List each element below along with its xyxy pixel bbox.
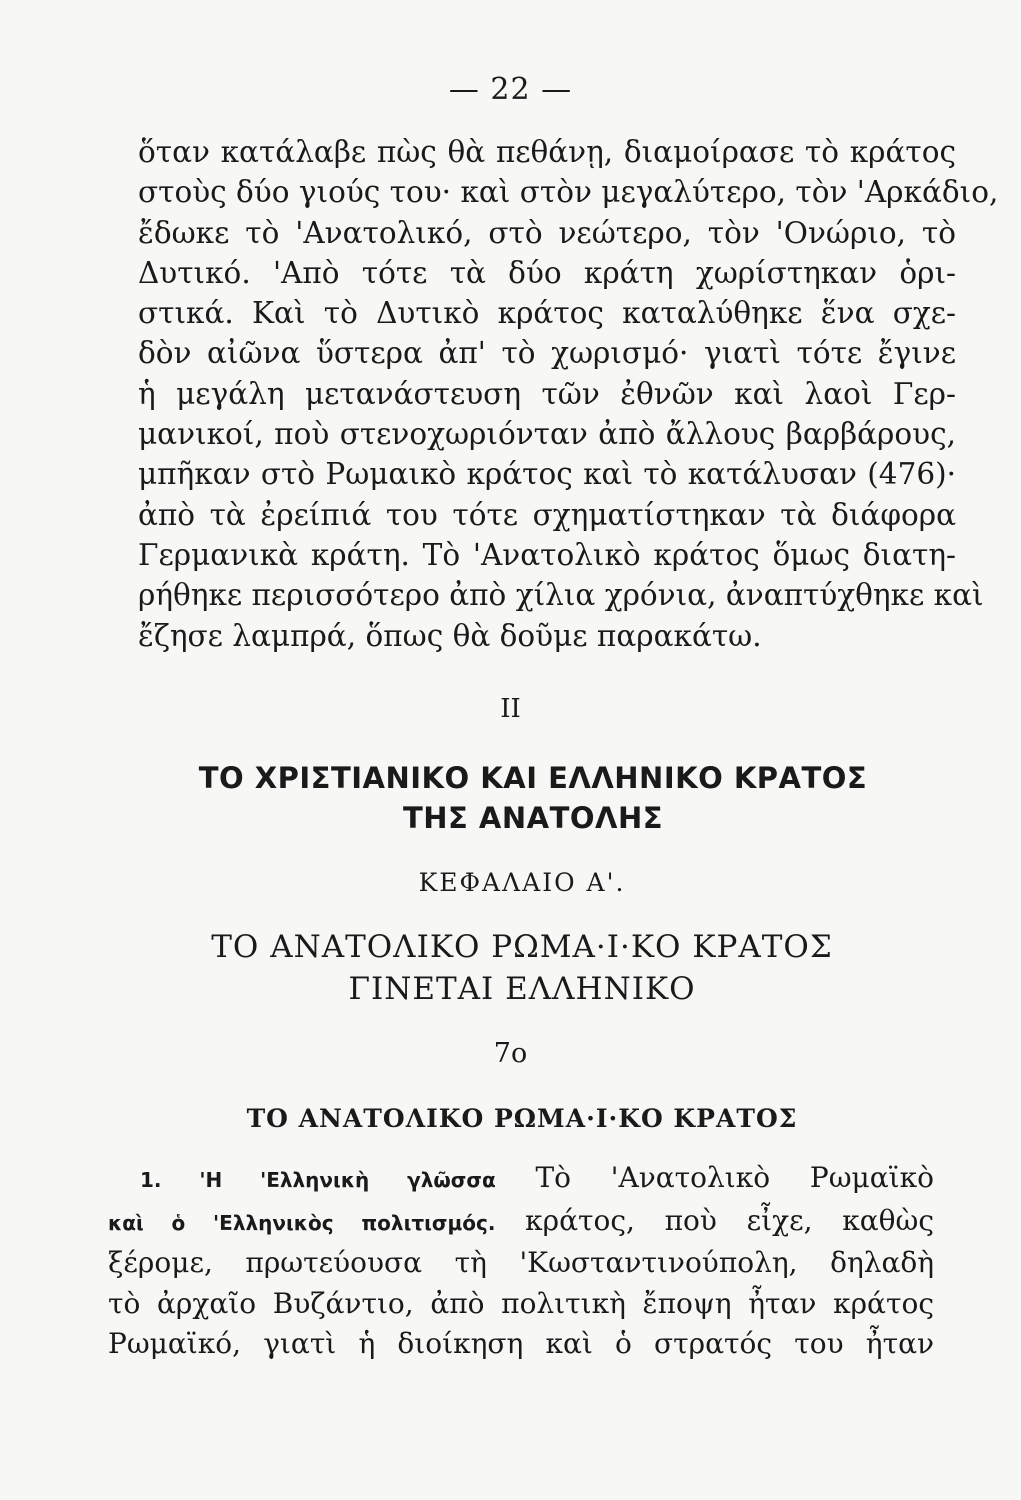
section-paragraph [108, 1158, 934, 1365]
part-title [0, 758, 1021, 838]
text-line: ρήθηκε περισσότερο ἀπὸ χίλια χρόνια, ἀναπτύχθηκε καὶ [138, 578, 984, 613]
part-title-line: ΤΟ ΧΡΙΣΤΙΑΝΙΚΟ ΚΑΙ ΕΛΛΗΝΙΚΟ ΚΡΑΤΟΣ [198, 761, 868, 795]
text-line: Ρωμαϊκό, γιατὶ ἡ διοίκηση καὶ ὁ στρατός του ἦταν [108, 1327, 934, 1360]
text-line: μανικοί, ποὺ στενοχωριόνταν ἀπὸ ἄλλους βαρβάρους, [138, 417, 956, 452]
chapter-title [0, 926, 1021, 1010]
text-line [108, 1201, 934, 1244]
text-line: Δυτικό. 'Απὸ τότε τὰ δύο κράτη χωρίστηκαν ὁρι- [138, 255, 956, 290]
intro-paragraph [138, 132, 999, 656]
chapter-title-line: ΤΟ ΑΝΑΤΟΛΙΚΟ ΡΩΜΑ·Ι·ΚΟ ΚΡΑΤΟΣ [211, 929, 833, 965]
chapter-label: ΚΕΦΑΛΑΙΟ Α'. [418, 868, 626, 897]
text-line: ἔδωκε τὸ 'Ανατολικό, στὸ νεώτερο, τὸν 'Ονώριο, τὸ [138, 215, 956, 250]
text-line: ἡ μεγάλη μετανάστευση τῶν ἐθνῶν καὶ λαοὶ Γερ- [138, 376, 956, 411]
text-line [108, 1158, 934, 1201]
page-number: — 22 — [448, 72, 573, 107]
chapter-title-line: ΓΙΝΕΤΑΙ ΕΛΛΗΝΙΚΟ [348, 971, 696, 1007]
text-fragment: κράτος, ποὺ εἶχε, καθὼς [525, 1203, 934, 1237]
text-line: στοὺς δύο γιούς του· καὶ στὸν μεγαλύτερο, τὸν 'Αρκάδιο, [138, 175, 999, 210]
text-line: τὸ ἀρχαῖο Βυζάντιο, ἀπὸ πολιτικὴ ἔποψη ἦταν κράτος [108, 1286, 934, 1320]
part-number: II [500, 694, 521, 724]
text-line: ξέρομε, πρωτεύουσα τὴ 'Κωσταντινούπολη, δηλαδὴ [108, 1246, 934, 1279]
part-title-line: ΤΗΣ ΑΝΑΤΟΛΗΣ [402, 801, 664, 835]
section-title: ΤΟ ΑΝΑΤΟΛΙΚΟ ΡΩΜΑ·Ι·ΚΟ ΚΡΑΤΟΣ [246, 1104, 798, 1133]
text-fragment: Τὸ 'Ανατολικὸ Ρωμαϊκὸ [535, 1161, 934, 1194]
text-line: ὅταν κατάλαβε πὼς θὰ πεθάνῃ, διαμοίρασε τὸ κράτος [138, 135, 956, 169]
text-line: ἔζησε λαμπρά, ὅπως θὰ δοῦμε παρακάτω. [138, 618, 762, 653]
section-number: 7ο [493, 1038, 528, 1069]
text-line: στικά. Καὶ τὸ Δυτικὸ κράτος καταλύθηκε ἕνα σχε- [138, 296, 956, 331]
side-heading: 1. 'Η 'Ελληνικὴ γλῶσσα [140, 1168, 496, 1192]
text-line: Γερμανικὰ κράτη. Τὸ 'Ανατολικὸ κράτος ὅμως διατη- [138, 537, 956, 572]
text-line: δὸν αἰῶνα ὕστερα ἀπ' τὸ χωρισμό· γιατὶ τότε ἔγινε [138, 336, 956, 371]
text-line: μπῆκαν στὸ Ρωμαικὸ κράτος καὶ τὸ κατάλυσαν (476)· [138, 457, 956, 492]
side-heading: καὶ ὁ 'Ελληνικὸς πολιτισμός. [108, 1210, 496, 1235]
text-line: ἀπὸ τὰ ἐρείπιά του τότε σχηματίστηκαν τὰ διάφορα [138, 497, 956, 532]
